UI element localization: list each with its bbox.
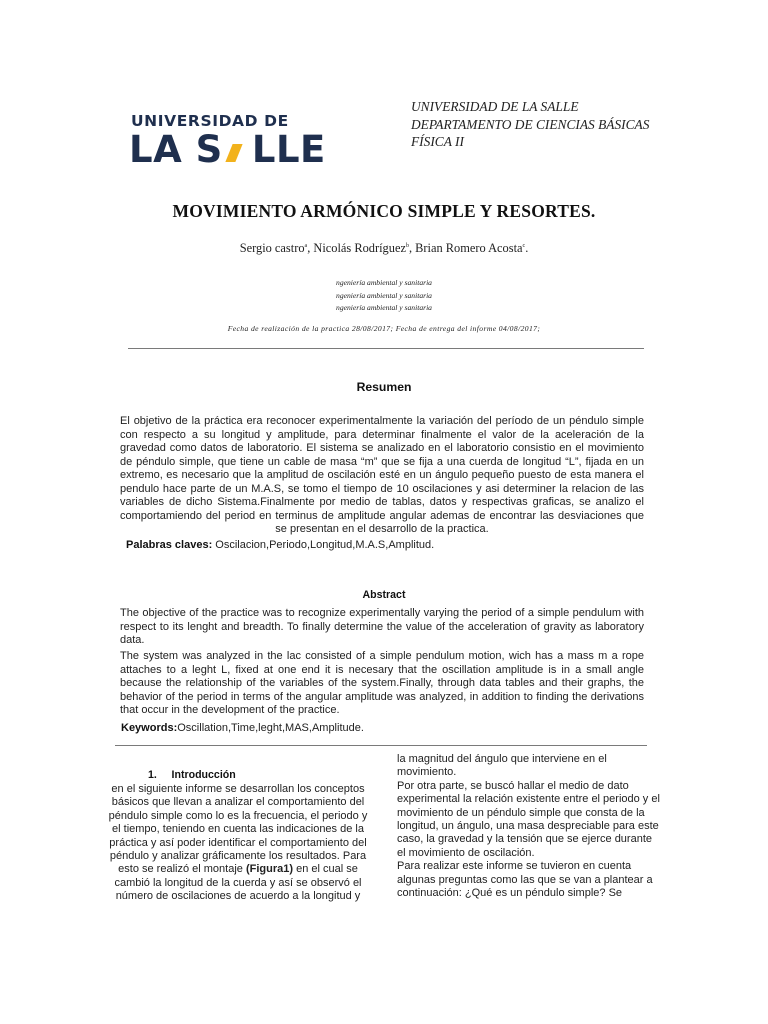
figure-ref: (Figura1) xyxy=(245,863,294,876)
intro-left-text-a: en el siguiente informe se desarrollan los conceptos básicos que llevan a analizar el comportamiento del péndulo simple como lo es la frecuencia, el periodo y el tiempo, teniendo en cuenta las indicaciones de la práctica y así poder identificar el comportamiento del péndulo y analizar gráficamente los resultados. Para esto se realizó el montaje xyxy=(108,783,368,876)
resumen-body: El objetivo de la práctica era reconocer experimentalmente la variación del período de un péndulo simple con respecto a su longitud y amplitude, para determinar finalmente el valor de la aceleración de la gravedad como datos de laboratorio. El sistema se analizado en el laboratorio consistio en el movimiento de péndulo simple, que tiene un cable de masa “m” que se fija a una cuerda de longitud “L”, fijada en un extremo, es necesario que la amplitud de oscilación esté en un ángulo pequeño puesto de esta manera el pendulo hace parte de un M.A.S, se tomo el tiempo de 10 oscilaciones y asi determiner la relacion de las variables de dicho Sistema.Finalmente por medio de tablas, datos y respectivas graficas, se analizo el comportamiendo del period en terminus de amplitude angular ademas de encontrar las desviaciones que se presentan en el desarrollo de la practica. xyxy=(120,415,644,535)
logo-accent-a xyxy=(223,128,252,172)
authors xyxy=(0,241,768,256)
institution-header xyxy=(411,98,649,151)
paper-title: MOVIMIENTO ARMÓNICO SIMPLE Y RESORTES. xyxy=(172,201,596,221)
affiliations xyxy=(0,277,768,315)
intro-left-column xyxy=(106,783,370,904)
affiliation-a: ngeniería ambiental y sanitaria xyxy=(336,278,432,287)
divider-bottom xyxy=(115,745,647,746)
authors-end: . xyxy=(525,241,529,255)
institution-name: UNIVERSIDAD DE LA SALLE xyxy=(411,99,579,114)
department-name: DEPARTAMENTO DE CIENCIAS BÁSICAS xyxy=(411,116,650,132)
palabras-claves xyxy=(126,539,434,551)
keywords-values: Oscillation,Time,leght,MAS,Amplitude. xyxy=(177,722,364,734)
affiliation-c: ngeniería ambiental y sanitaria xyxy=(336,303,432,312)
abstract-paragraph-1: The objective of the practice was to recognize experimentally varying the period of a simple pendulum with respect to its lenght and breadth. To finally determine the value of the acceleration of gravity as laboratory data. xyxy=(120,607,644,646)
palabras-claves-label: Palabras claves: xyxy=(126,539,213,551)
logo-text-part2: LLE xyxy=(251,128,326,171)
intro-right-column: la magnitud del ángulo que interviene en el movimiento. Por otra parte, se buscó hallar el medio de dato experimental la relación existente entre el periodo y el movimiento de un péndulo simple que consta de la longitud, un ángulo, una masa despreciable para este caso, la gravedad y la tensión que se ejerce durante el movimiento de oscilación. Para realizar este informe se tuvieron en cuenta algunas preguntas como las que se van a plantear a continuación: ¿Qué es un péndulo simple? Se xyxy=(397,753,660,900)
abstract-heading: Abstract xyxy=(362,589,406,601)
intro-heading: 1. Introducción xyxy=(148,769,236,781)
author-3-mark: c xyxy=(522,242,526,249)
author-1: Sergio castro xyxy=(239,241,305,255)
palabras-claves-values: Oscilacion,Periodo,Longitud,M.A.S,Amplitud. xyxy=(212,539,435,551)
course-name: FÍSICA II xyxy=(411,134,464,149)
keywords xyxy=(121,722,364,734)
author-2-mark: b xyxy=(405,242,409,249)
affiliation-b: ngeniería ambiental y sanitaria xyxy=(336,290,432,300)
logo-accent-bar xyxy=(225,144,242,162)
logo-text-part1: LA S xyxy=(129,128,223,171)
dates-line: Fecha de realización de la practica 28/08/2017; Fecha de entrega del informe 04/08/2017; xyxy=(227,324,541,333)
divider-top xyxy=(128,348,644,349)
abstract-paragraph-2: The system was analyzed in the lac consisted of a simple pendulum motion, wich has a mass m a rope attaches to a leght L, fixed at one end it is necesary that the oscillation amplitude is in a small angle because the relationship of the variables of the system.Finally, through data tables and their graphs, the behavior of the period in terms of the angular amplitude was analyzed, in addition to finding the derivations that occur in the development of the practice. xyxy=(120,650,644,716)
logo-university-label: UNIVERSIDAD DE xyxy=(131,112,289,130)
author-2: , Nicolás Rodríguez xyxy=(307,241,406,255)
logo-la-salle xyxy=(129,128,326,172)
intro-left-text-b: en el cual se cambió la longitud de la cuerda y así se observó el número de oscilaciones de acuerdo a la longitud y xyxy=(114,863,362,903)
resumen-heading: Resumen xyxy=(356,380,412,394)
author-1-mark: a xyxy=(304,242,308,249)
keywords-label: Keywords: xyxy=(121,722,178,734)
author-3: , Brian Romero Acosta xyxy=(408,241,523,255)
